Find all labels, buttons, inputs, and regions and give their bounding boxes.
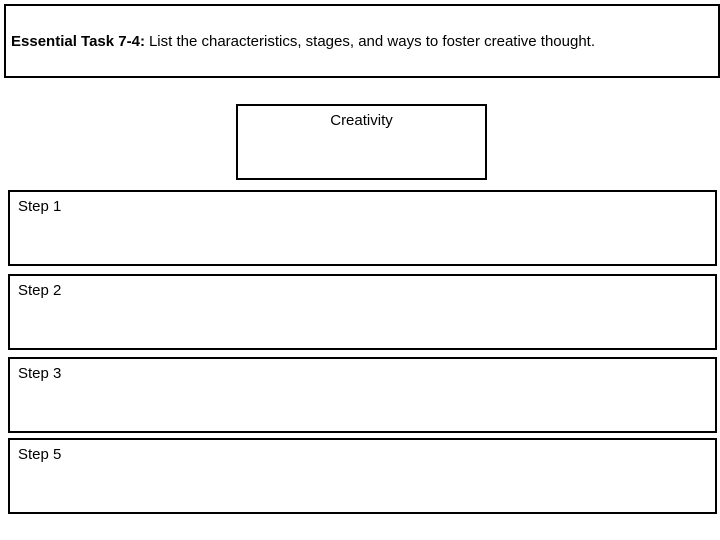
creativity-box bbox=[236, 104, 487, 180]
essential-task-label: Essential Task 7-4: bbox=[11, 32, 145, 50]
step-box bbox=[8, 190, 717, 266]
step-label: Step 1 bbox=[18, 198, 62, 215]
essential-task-box bbox=[4, 4, 720, 78]
creativity-title: Creativity bbox=[330, 112, 393, 129]
step-box bbox=[8, 357, 717, 433]
step-box bbox=[8, 274, 717, 350]
essential-task-text: List the characteristics, stages, and ways to foster creative thought. bbox=[148, 32, 596, 50]
step-label: Step 5 bbox=[18, 446, 62, 463]
step-box bbox=[8, 438, 717, 514]
step-label: Step 2 bbox=[18, 282, 62, 299]
step-label: Step 3 bbox=[18, 365, 62, 382]
